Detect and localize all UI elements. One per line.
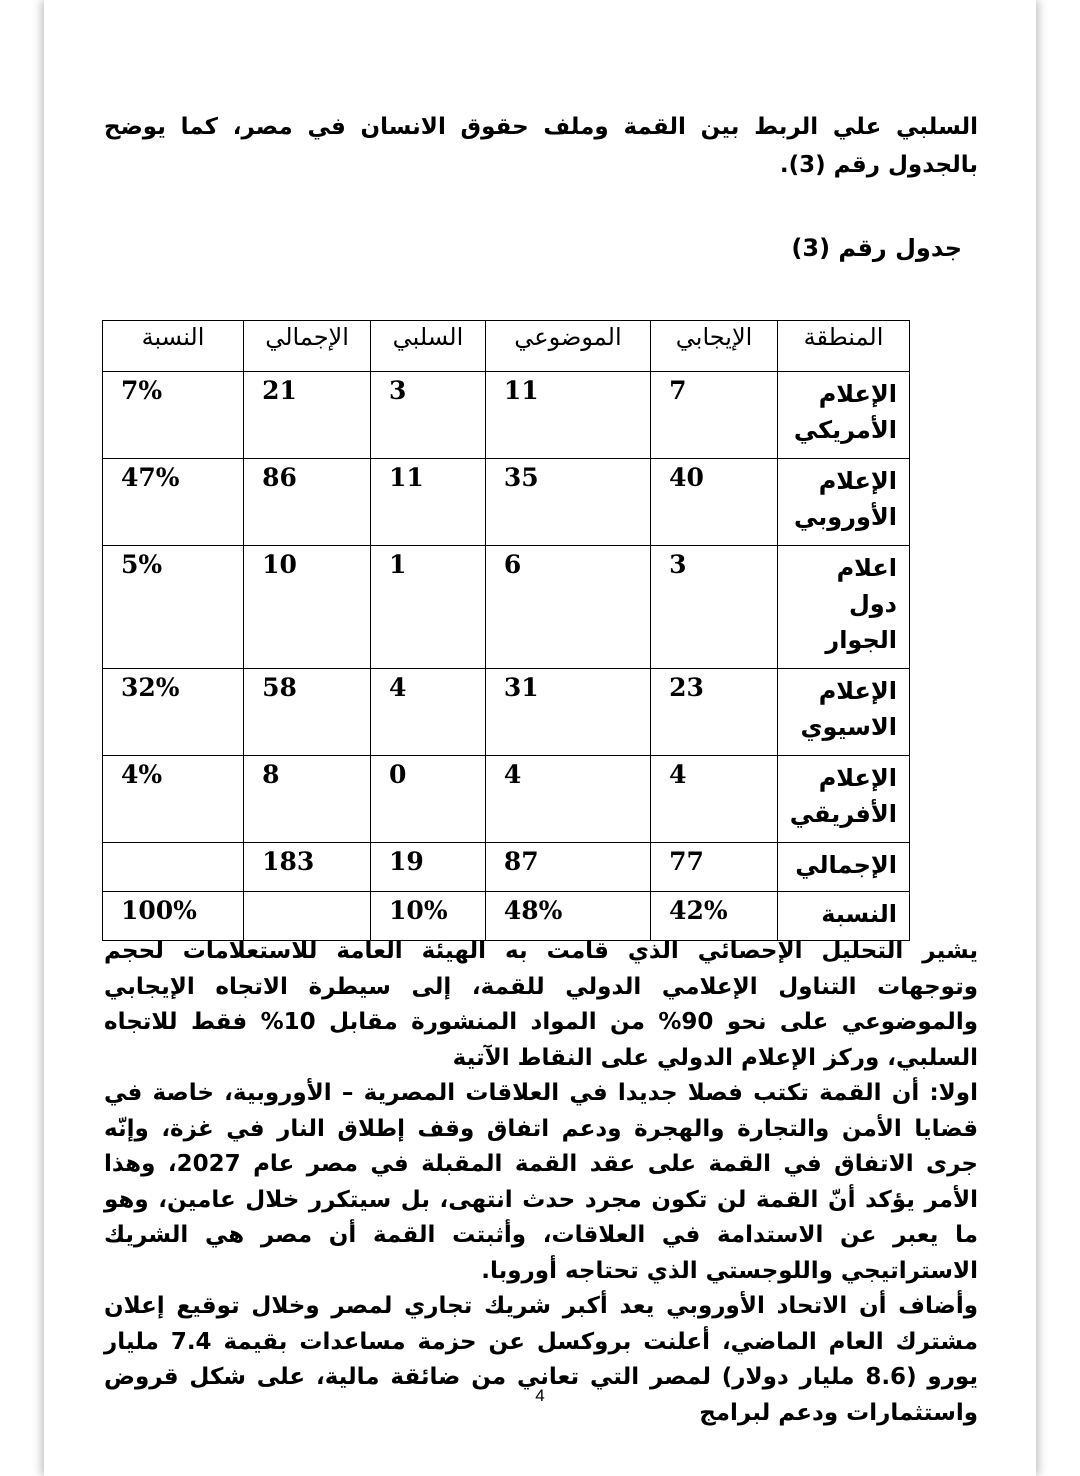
cell-positive: 4 <box>651 756 778 843</box>
cell-positive: 77 <box>651 843 778 892</box>
cell-negative: 10% <box>371 892 486 941</box>
cell-region: الإعلام الاسيوي <box>778 669 910 756</box>
header-region: المنطقة <box>778 321 910 372</box>
cell-objective: 48% <box>485 892 650 941</box>
cell-negative: 0 <box>371 756 486 843</box>
page-number: 4 <box>535 1386 545 1405</box>
cell-ratio <box>103 843 244 892</box>
body-paragraph: اولا: أن القمة تكتب فصلا جديدا في العلاقات المصرية – الأوروبية، خاصة في قضايا الأمن والتجارة والهجرة ودعم اتفاق وقف إطلاق النار في غزة، وإنّه جرى الاتفاق في القمة على عقد القمة المقبلة في مصر عام 2027، وهذا الأمر يؤكد أنّ القمة لن تكون مجرد حدث انتهى، بل سيتكرر خلال عامين، وهو ما يعبر عن الاستدامة في العلاقات، وأثبتت القمة أن مصر هي الشريك الاستراتيجي واللوجستي الذي تحتاجه أوروبا. <box>104 1080 978 1284</box>
table-row <box>103 546 910 669</box>
cell-negative: 11 <box>371 459 486 546</box>
table-row <box>103 459 910 546</box>
cell-negative: 19 <box>371 843 486 892</box>
cell-region: اعلام دول الجوار <box>778 546 910 669</box>
cell-negative: 1 <box>371 546 486 669</box>
cell-total: 183 <box>244 843 371 892</box>
table-row <box>103 372 910 459</box>
cell-region: الإعلام الأفريقي <box>778 756 910 843</box>
cell-positive: 42% <box>651 892 778 941</box>
cell-positive: 40 <box>651 459 778 546</box>
table-caption: جدول رقم (3) <box>791 234 962 262</box>
body-text <box>104 934 978 1431</box>
body-paragraph: يشير التحليل الإحصائي الذي قامت به الهيئة العامة للاستعلامات لحجم وتوجهات التناول الإعلامي الدولي للقمة، إلى سيطرة الاتجاه الإيجابي والموضوعي على نحو 90% من المواد المنشورة مقابل 10% فقط للاتجاه السلبي، وركز الإعلام الدولي على النقاط الآتية <box>104 938 978 1071</box>
cell-total: 58 <box>244 669 371 756</box>
cell-objective: 35 <box>485 459 650 546</box>
header-ratio: النسبة <box>103 321 244 372</box>
cell-objective: 87 <box>485 843 650 892</box>
header-negative: السلبي <box>371 321 486 372</box>
table-header-row <box>103 321 910 372</box>
cell-positive: 23 <box>651 669 778 756</box>
cell-positive: 3 <box>651 546 778 669</box>
table-row <box>103 669 910 756</box>
cell-total: 86 <box>244 459 371 546</box>
cell-total: 8 <box>244 756 371 843</box>
cell-objective: 11 <box>485 372 650 459</box>
header-objective: الموضوعي <box>485 321 650 372</box>
table-total-row <box>103 843 910 892</box>
table-row <box>103 756 910 843</box>
cell-objective: 4 <box>485 756 650 843</box>
cell-negative: 3 <box>371 372 486 459</box>
cell-ratio-label: النسبة <box>778 892 910 941</box>
cell-ratio: 32% <box>103 669 244 756</box>
cell-ratio: 4% <box>103 756 244 843</box>
cell-ratio: 7% <box>103 372 244 459</box>
cell-total-label: الإجمالي <box>778 843 910 892</box>
header-positive: الإيجابي <box>651 321 778 372</box>
header-total: الإجمالي <box>244 321 371 372</box>
cell-objective: 31 <box>485 669 650 756</box>
cell-negative: 4 <box>371 669 486 756</box>
cell-region: الإعلام الأوروبي <box>778 459 910 546</box>
intro-paragraph: السلبي علي الربط بين القمة وملف حقوق الانسان في مصر، كما يوضح بالجدول رقم (3). <box>104 114 978 178</box>
media-coverage-table <box>102 320 910 941</box>
body-paragraph: وأضاف أن الاتحاد الأوروبي يعد أكبر شريك تجاري لمصر وخلال توقيع إعلان مشترك العام الماضي، أعلنت بروكسل عن حزمة مساعدات بقيمة 7.4 مليار يورو (8.6 مليار دولار) لمصر التي تعاني من ضائقة مالية، على شكل قروض واستثمارات ودعم لبرامج <box>104 1293 978 1426</box>
cell-total: 10 <box>244 546 371 669</box>
cell-objective: 6 <box>485 546 650 669</box>
cell-ratio: 5% <box>103 546 244 669</box>
cell-total: 21 <box>244 372 371 459</box>
cell-region: الإعلام الأمريكي <box>778 372 910 459</box>
cell-positive: 7 <box>651 372 778 459</box>
cell-ratio: 47% <box>103 459 244 546</box>
cell-ratio: 100% <box>103 892 244 941</box>
